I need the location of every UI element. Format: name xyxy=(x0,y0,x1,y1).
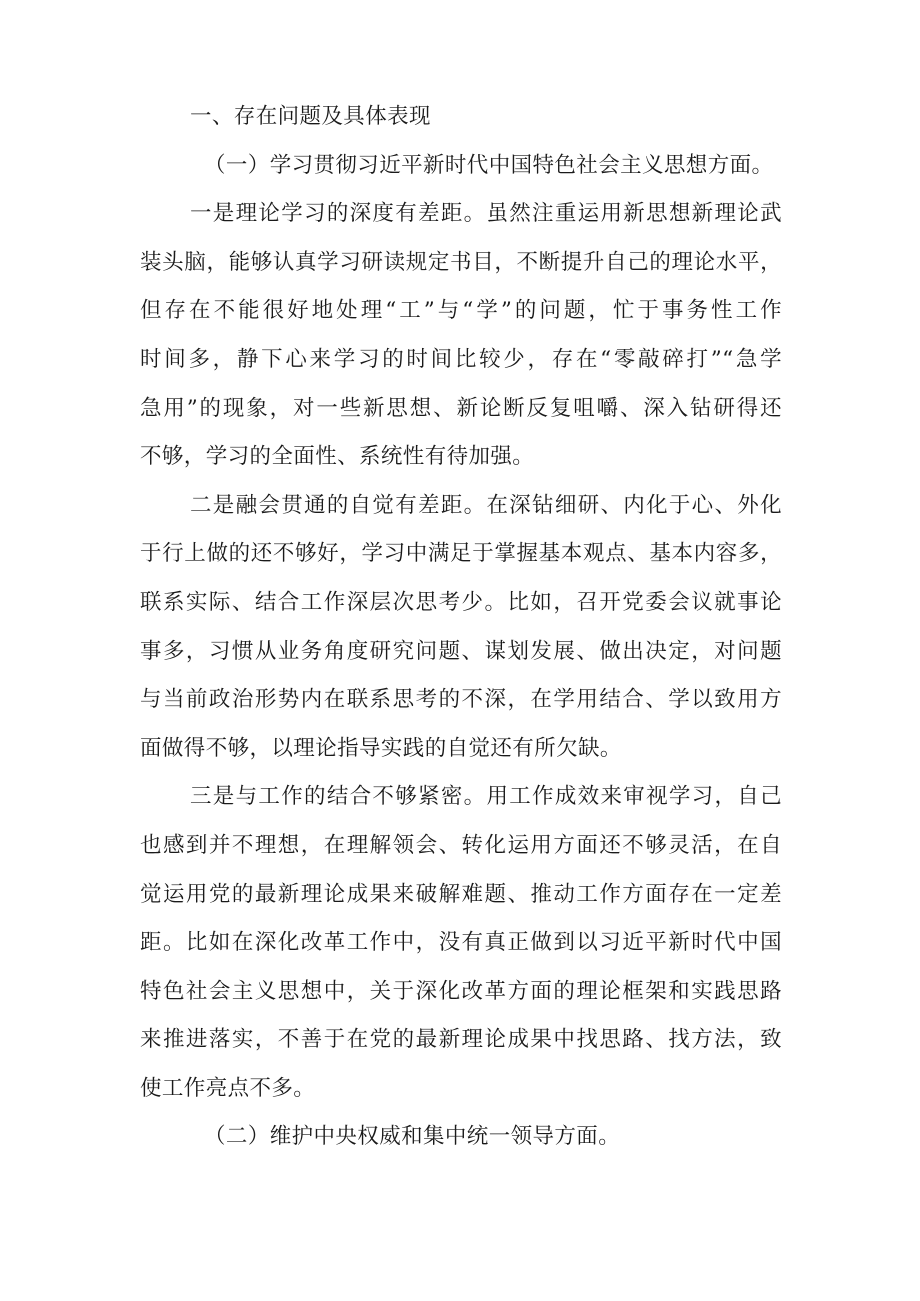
subsection-title-2: （二）维护中央权威和集中统一领导方面。 xyxy=(204,1124,621,1150)
subsection-title-1: （一）学习贯彻习近平新时代中国特色社会主义思想方面。 xyxy=(204,152,774,178)
paragraph-line: 一是理论学习的深度有差距。虽然注重运用新思想新理论武 xyxy=(190,201,782,227)
paragraph-line: 但存在不能很好地处理“工”与“学”的问题，忙于事务性工作 xyxy=(140,298,782,324)
paragraph-line: 联系实际、结合工作深层次思考少。比如，召开党委会议就事论 xyxy=(140,589,782,615)
paragraph-line: 事多，习惯从业务角度研究问题、谋划发展、做出决定，对问题 xyxy=(140,638,782,664)
paragraph-line: 装头脑，能够认真学习研读规定书目，不断提升自己的理论水平， xyxy=(140,249,782,275)
paragraph-line: 二是融会贯通的自觉有差距。在深钻细研、内化于心、外化 xyxy=(190,492,782,518)
paragraph-3 xyxy=(140,773,782,1113)
paragraph-line: 特色社会主义思想中，关于深化改革方面的理论框架和实践思路 xyxy=(140,978,782,1004)
document-body xyxy=(140,93,782,1162)
paragraph-line: 距。比如在深化改革工作中，没有真正做到以习近平新时代中国 xyxy=(140,930,782,956)
paragraph-1 xyxy=(140,190,782,482)
paragraph-line: 面做得不够，以理论指导实践的自觉还有所欠缺。 xyxy=(140,735,622,761)
paragraph-line: 觉运用党的最新理论成果来破解难题、推动工作方面存在一定差 xyxy=(140,881,782,907)
paragraph-line: 三是与工作的结合不够紧密。用工作成效来审视学习，自己 xyxy=(190,784,782,810)
paragraph-line: 急用”的现象，对一些新思想、新论断反复咀嚼、深入钻研得还 xyxy=(140,395,782,421)
paragraph-2 xyxy=(140,482,782,774)
paragraph-line: 来推进落实，不善于在党的最新理论成果中找思路、找方法，致 xyxy=(140,1027,782,1053)
paragraph-line: 于行上做的还不够好，学习中满足于掌握基本观点、基本内容多， xyxy=(140,541,782,567)
paragraph-line: 时间多，静下心来学习的时间比较少，存在“零敲碎打”“急学 xyxy=(140,346,782,372)
paragraph-line: 与当前政治形势内在联系思考的不深，在学用结合、学以致用方 xyxy=(140,687,782,713)
paragraph-line: 不够，学习的全面性、系统性有待加强。 xyxy=(140,444,535,470)
paragraph-line: 使工作亮点不多。 xyxy=(140,1075,316,1101)
paragraph-line: 也感到并不理想，在理解领会、转化运用方面还不够灵活，在自 xyxy=(140,832,782,858)
section-heading: 一、存在问题及具体表现 xyxy=(190,104,431,129)
